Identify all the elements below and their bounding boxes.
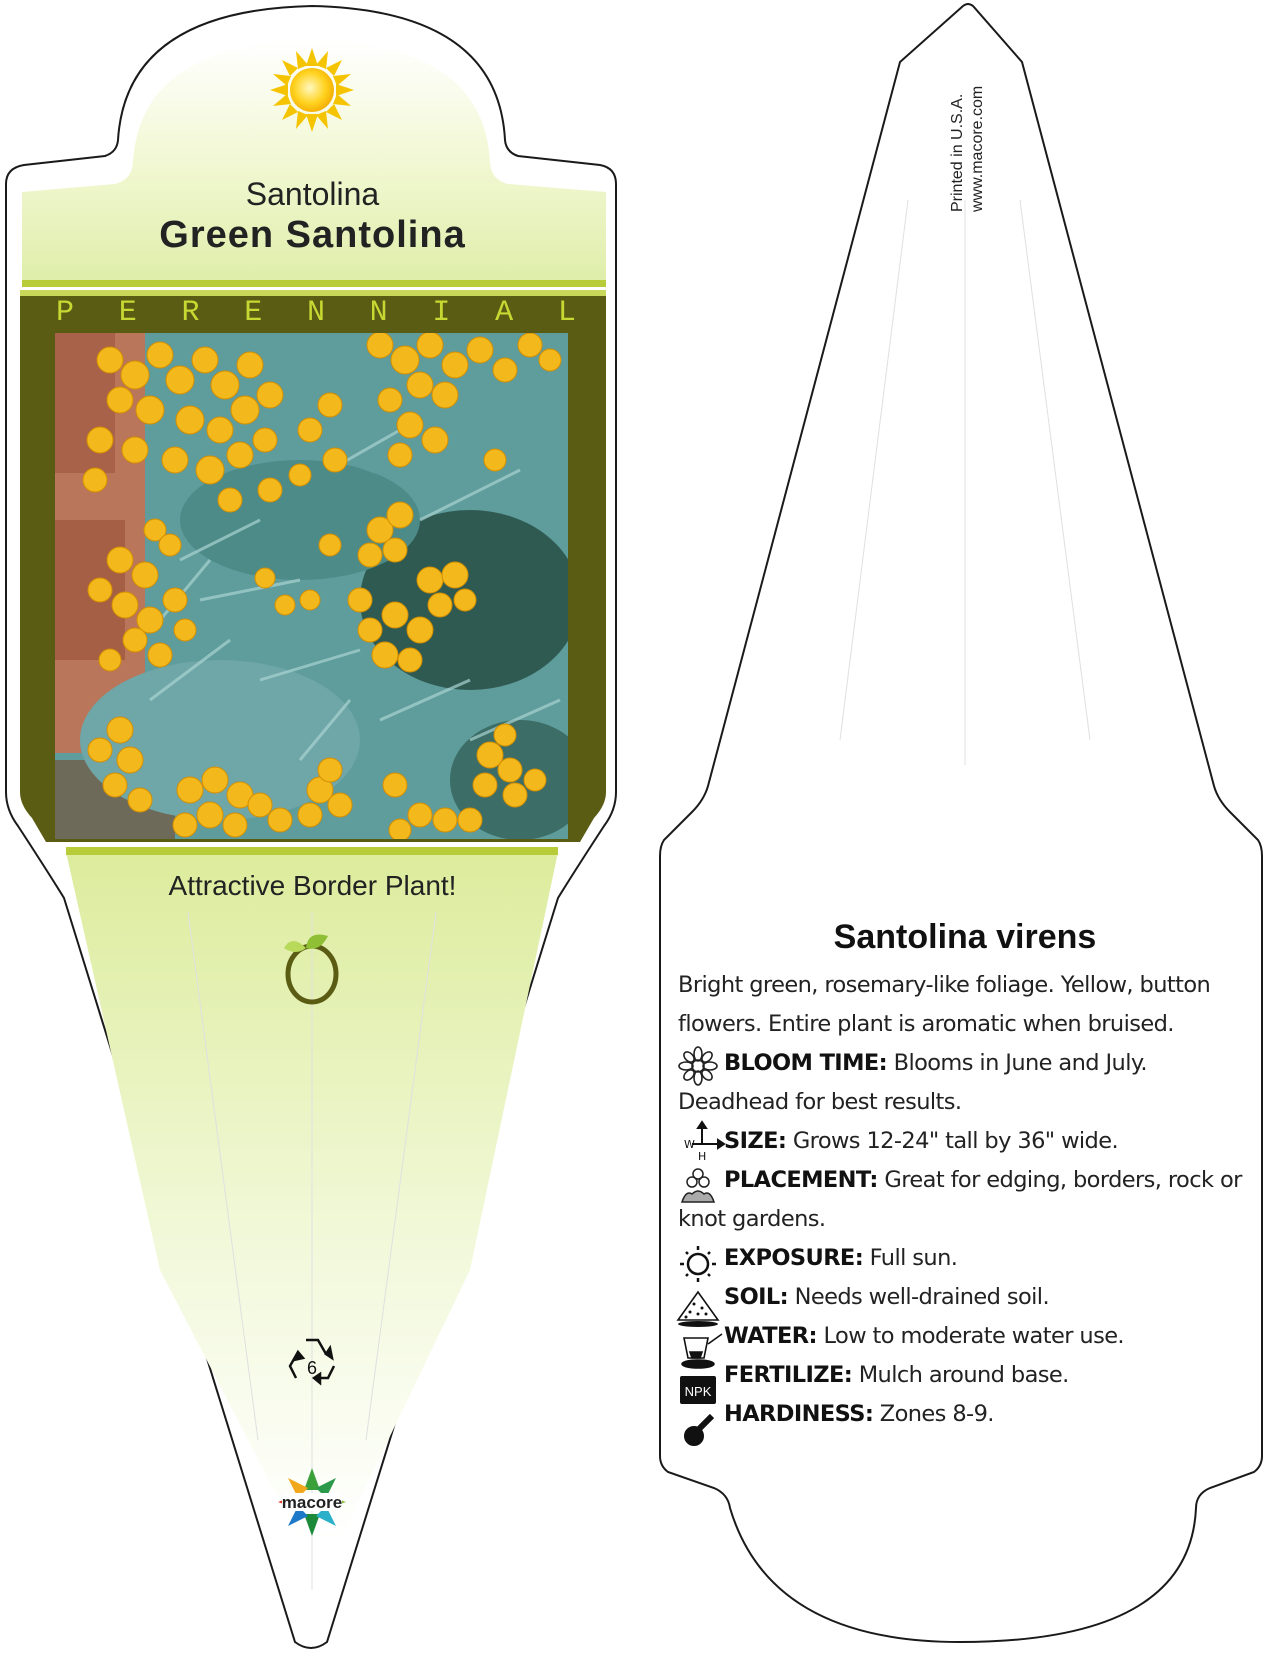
category-letter: N — [306, 296, 325, 330]
fertilize-text: Mulch around base. — [858, 1362, 1069, 1388]
fertilize-row — [678, 1356, 1256, 1395]
category-label — [56, 296, 576, 330]
bloom-time-text: Blooms in June and July. Deadhead for best results. — [678, 1050, 1147, 1115]
cultivar-name: Green Santolina — [159, 214, 466, 256]
category-letter: L — [557, 296, 576, 330]
bloom-time-row — [678, 1044, 1256, 1122]
soil-text: Needs well-drained soil. — [794, 1284, 1050, 1310]
category-letter: I — [432, 296, 451, 330]
recycle-code: 6 — [306, 1358, 317, 1378]
size-icon-h: H — [698, 1150, 707, 1163]
printed-website: www.macore.com — [969, 85, 986, 212]
size-label: SIZE: — [724, 1128, 787, 1154]
printed-country: Printed in U.S.A. — [949, 93, 966, 212]
category-letter: E — [118, 296, 137, 330]
category-letter: R — [181, 296, 200, 330]
npk-icon-label: NPK — [684, 1384, 712, 1399]
exposure-label: EXPOSURE: — [724, 1245, 864, 1271]
description: Bright green, rosemary-like foliage. Yellow, button flowers. Entire plant is aromatic when bruised. — [678, 972, 1211, 1037]
placement-label: PLACEMENT: — [724, 1167, 878, 1193]
header-rule — [22, 280, 606, 287]
care-instructions — [678, 966, 1256, 1434]
soil-label: SOIL: — [724, 1284, 789, 1310]
fertilize-label: FERTILIZE: — [724, 1362, 853, 1388]
water-label: WATER: — [724, 1323, 817, 1349]
category-letter: A — [495, 296, 514, 330]
size-text: Grows 12-24" tall by 36" wide. — [792, 1128, 1119, 1154]
water-row — [678, 1317, 1256, 1356]
category-letter: N — [369, 296, 388, 330]
tagline: Attractive Border Plant! — [168, 870, 457, 901]
exposure-text: Full sun. — [869, 1245, 958, 1271]
printed-info — [948, 32, 988, 212]
hardiness-text: Zones 8-9. — [879, 1401, 994, 1427]
soil-row — [678, 1278, 1256, 1317]
plant-photo — [55, 332, 590, 841]
size-icon-w: W — [684, 1138, 695, 1151]
bloom-time-label: BLOOM TIME: — [724, 1050, 888, 1076]
botanical-name: Santolina virens — [833, 918, 1097, 956]
category-letter: E — [244, 296, 263, 330]
hardiness-row — [678, 1395, 1256, 1434]
size-row — [678, 1122, 1256, 1161]
placement-text: Great for edging, borders, rock or knot gardens. — [678, 1167, 1242, 1232]
common-name: Santolina — [245, 176, 380, 212]
brand-name: macore — [281, 1493, 343, 1512]
hardiness-label: HARDINESS: — [724, 1401, 874, 1427]
category-letter: P — [56, 296, 75, 330]
sun-icon — [270, 48, 354, 132]
exposure-row — [678, 1239, 1256, 1278]
placement-row — [678, 1161, 1256, 1239]
water-text: Low to moderate water use. — [823, 1323, 1124, 1349]
